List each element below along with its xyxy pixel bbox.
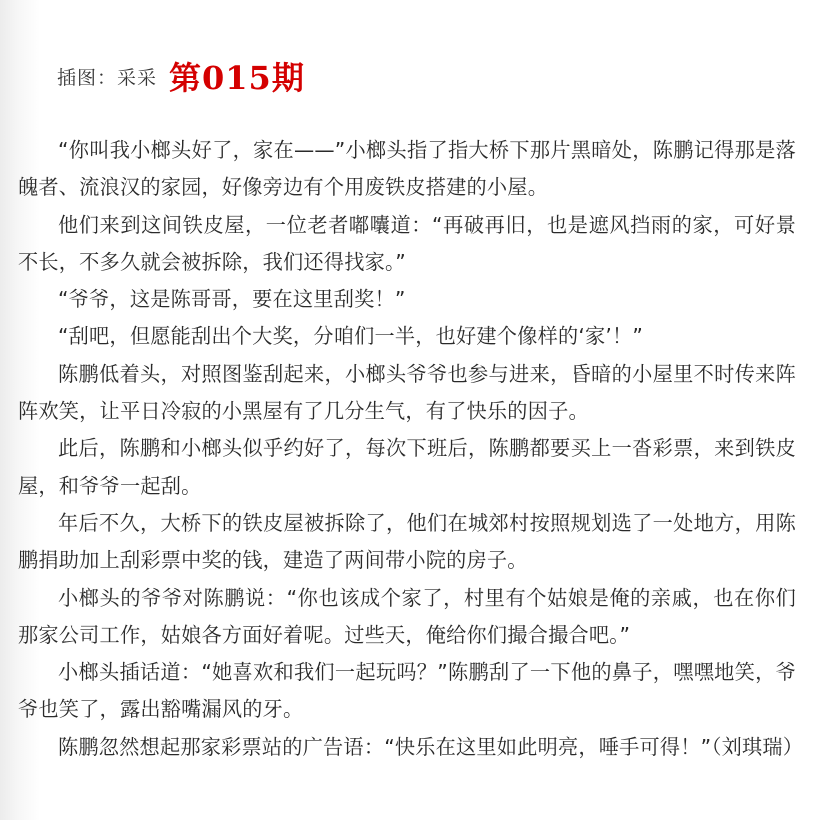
paragraph: 陈鹏忽然想起那家彩票站的广告语：“快乐在这里如此明亮，唾手可得！”（刘琪瑞） bbox=[58, 734, 804, 759]
issue-number: 第015期 bbox=[169, 59, 305, 97]
paragraph: “爷爷，这是陈哥哥，要在这里刮奖！” bbox=[58, 287, 406, 312]
paragraph: “刮吧，但愿能刮出个大奖，分咱们一半，也好建个像样的‘家’！” bbox=[58, 324, 644, 349]
paragraph: 小榔头插话道：“她喜欢和我们一起玩吗？”陈鹏刮了一下他的鼻子，嘿嘿地笑，爷爷也笑了，露出豁嘴漏风的牙。 bbox=[18, 660, 796, 722]
illustrator-credit: 插图：采采 bbox=[57, 66, 158, 89]
paragraph: 年后不久，大桥下的铁皮屋被拆除了，他们在城郊村按照规划选了一处地方，用陈鹏捐助加上刮彩票中奖的钱，建造了两间带小院的房子。 bbox=[18, 510, 796, 573]
paragraph: 此后，陈鹏和小榔头似乎约好了，每次下班后，陈鹏都要买上一沓彩票，来到铁皮屋，和爷爷一起刮。 bbox=[18, 436, 796, 498]
paragraph: 陈鹏低着头，对照图鉴刮起来，小榔头爷爷也参与进来，昏暗的小屋里不时传来阵阵欢笑，让平日冷寂的小黑屋有了几分生气，有了快乐的因子。 bbox=[18, 361, 796, 424]
paragraph: 小榔头的爷爷对陈鹏说：“你也该成个家了，村里有个姑娘是俺的亲戚，也在你们那家公司工作，姑娘各方面好着呢。过些天，俺给你们撮合撮合吧。” bbox=[18, 585, 796, 647]
article-body bbox=[18, 132, 804, 766]
article-header bbox=[57, 50, 305, 102]
paragraph: 他们来到这间铁皮屋，一位老者嘟囔道：“再破再旧，也是遮风挡雨的家，可好景不长，不多久就会被拆除，我们还得找家。” bbox=[18, 212, 796, 274]
paragraph: “你叫我小榔头好了，家在——”小榔头指了指大桥下那片黑暗处，陈鹏记得那是落魄者、流浪汉的家园，好像旁边有个用废铁皮搭建的小屋。 bbox=[18, 138, 796, 200]
